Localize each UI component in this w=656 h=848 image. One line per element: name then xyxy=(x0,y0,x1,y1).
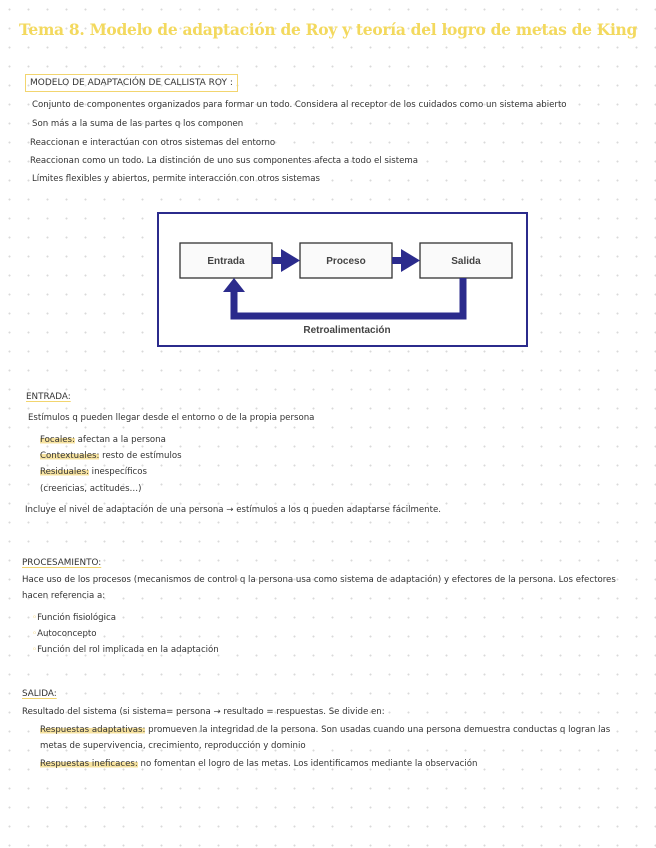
procesamiento-line: hacen referencia a: xyxy=(22,591,106,601)
intro-line: Son más a la suma de las partes q los componen xyxy=(32,119,244,129)
list-item: ◦Función fisiológica xyxy=(32,613,117,623)
intro-line: Límites flexibles y abiertos, permite interacción con otros sistemas xyxy=(32,174,321,184)
label-retroalimentacion: Retroalimentación xyxy=(303,325,391,336)
salida-adaptativas: Respuestas adaptativas: promueven la integridad de la persona. Son usadas cuando una persona demuestra conductas q logran las xyxy=(40,725,611,735)
salida-ineficaces: Respuestas ineficaces: no fomentan el logro de las metas. Los identificamos mediante la observación xyxy=(40,759,478,769)
label-proceso: Proceso xyxy=(326,256,366,267)
arrow-shaft-1 xyxy=(272,257,282,264)
heading-procesamiento: PROCESAMIENTO: xyxy=(22,558,102,568)
salida-line: Resultado del sistema (si sistema= persona → resultado = respuestas. Se divide en: xyxy=(22,707,385,717)
intro-line: Reaccionan e interactúan con otros sistemas del entorno xyxy=(30,138,276,148)
label-salida: Salida xyxy=(451,256,481,267)
list-item: ◦Autoconcepto xyxy=(32,629,97,639)
procesamiento-line: Hace uso de los procesos (mecanismos de control q la persona usa como sistema de adaptación) y efectores de la persona. Los efectores xyxy=(22,575,616,585)
entrada-summary: Incluye el nivel de adaptación de una persona → estímulos a los q pueden adaptarse fácilmente. xyxy=(25,505,441,515)
salida-adaptativas-cont: metas de supervivencia, crecimiento, reproducción y dominio xyxy=(40,741,306,751)
entrada-note: (creencias, actitudes…) xyxy=(40,484,142,494)
system-diagram xyxy=(157,212,528,347)
section-label-roy: MODELO DE ADAPTACIÓN DE CALLISTA ROY : xyxy=(25,74,238,92)
intro-line: Conjunto de componentes organizados para formar un todo. Considera al receptor de los cuidados como un sistema abierto xyxy=(32,100,567,110)
entrada-item-residuales: Residuales: inespecíficos xyxy=(40,467,148,477)
arrow-shaft-2 xyxy=(392,257,402,264)
list-item: ◦Función del rol implicada en la adaptación xyxy=(32,645,219,655)
heading-salida: SALIDA: xyxy=(22,689,57,699)
entrada-item-focales: Focales: afectan a la persona xyxy=(40,435,166,445)
entrada-line: Estímulos q pueden llegar desde el entorno o de la propia persona xyxy=(28,413,315,423)
page-title: Tema 8. Modelo de adaptación de Roy y teoría del logro de metas de King xyxy=(18,20,638,39)
heading-entrada: ENTRADA: xyxy=(26,392,71,402)
entrada-item-contextuales: Contextuales: resto de estímulos xyxy=(40,451,182,461)
intro-line: Reaccionan como un todo. La distinción de uno sus componentes afecta a todo el sistema xyxy=(30,156,418,166)
label-entrada: Entrada xyxy=(207,256,245,267)
